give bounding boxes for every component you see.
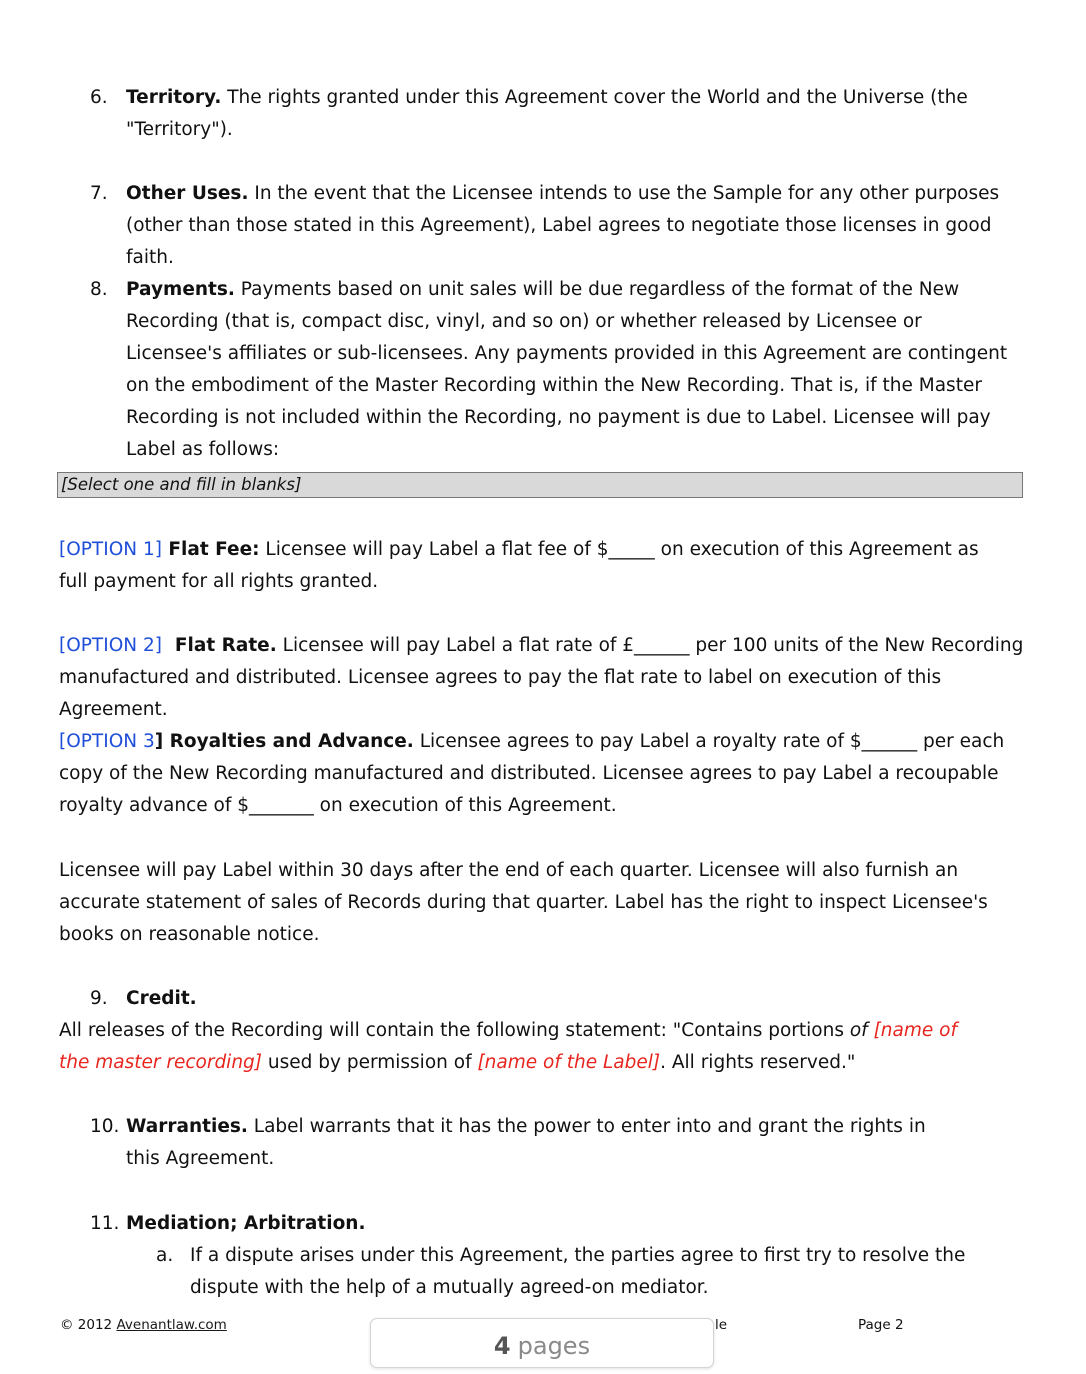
select-instruction-bar: [Select one and fill in blanks] (57, 472, 1023, 498)
section-number: 7. (90, 183, 108, 204)
section-text: In the event that the Licensee intends to use the Sample for any other purposes (other than those stated in this Agreement), Label agrees to negotiate those licenses in good faith. (126, 183, 1000, 268)
option-heading: Flat Rate. (161, 635, 277, 656)
copyright-text: © 2012 (60, 1317, 117, 1333)
payment-terms-paragraph: Licensee will pay Label within 30 days after the end of each quarter. Licensee will also furnish an accurate statement of sales of Records during that quarter. Label has the right to inspect Licensee's books on reasonable notice. (59, 860, 988, 945)
credit-text: of (849, 1020, 874, 1041)
section-text: The rights granted under this Agreement cover the World and the Universe (the "Territory"). (126, 87, 968, 140)
section-number: 11. (90, 1213, 120, 1234)
option-1-paragraph (59, 534, 990, 598)
option-tag: [OPTION 1] (59, 539, 162, 560)
section-number: 9. (90, 988, 108, 1009)
placeholder-label-name: [name of the Label] (477, 1052, 661, 1073)
footer-middle-text: le (715, 1317, 728, 1333)
section-heading: Territory. (126, 87, 222, 108)
option-text: Licensee will pay Label a flat rate of £______ per 100 units of the New Recording manufactured and distributed. Licensee agrees to pay the flat rate to label on execution of this Agreement. (59, 635, 1024, 720)
section-text: Payments based on unit sales will be due regardless of the format of the New Recording (that is, compact disc, vinyl, and so on) or whether released by Licensee or Licensee's affiliates or sub-licensees. Any payments provided in this Agreement are contingent on the embodiment of the Master Recording within the New Recording. That is, if the Master Recording is not included within the Recording, no payment is due to Label. Licensee will pay Label as follows: (126, 279, 1008, 460)
avenantlaw-link[interactable]: Avenantlaw.com (116, 1317, 227, 1333)
credit-text: . All rights reserved." (660, 1052, 856, 1073)
option-heading: ] Royalties and Advance. (154, 731, 414, 752)
credit-text: used by permission of (262, 1052, 478, 1073)
section-number: 6. (90, 87, 108, 108)
section-number: 10. (90, 1116, 120, 1137)
footer-page-number: Page 2 (858, 1317, 904, 1333)
page-count-label: pages (517, 1332, 591, 1360)
section-number: 8. (90, 279, 108, 300)
option-tag: [OPTION 2] (59, 635, 162, 656)
section-heading: Warranties. (126, 1116, 248, 1137)
option-3-paragraph (59, 726, 1030, 822)
option-tag: [OPTION 3 (59, 731, 155, 752)
page-count: 4 (493, 1332, 511, 1360)
subsection-text: If a dispute arises under this Agreement, the parties agree to first try to resolve the dispute with the help of a mutually agreed-on mediator. (190, 1245, 966, 1298)
option-text: Licensee will pay Label a flat fee of $_____ on execution of this Agreement as full payment for all rights granted. (59, 539, 979, 592)
section-heading: Credit. (126, 988, 197, 1009)
section-heading: Other Uses. (126, 183, 249, 204)
footer-copyright (60, 1316, 227, 1334)
option-2-paragraph (59, 630, 1028, 726)
credit-text: All releases of the Recording will contain the following statement: "Contains portions (59, 1020, 850, 1041)
credit-statement (59, 1015, 966, 1079)
subsection-letter: a. (156, 1245, 174, 1266)
placeholder-master-recording: [name of the master recording] (59, 1020, 957, 1073)
option-text: Licensee agrees to pay Label a royalty rate of $______ per each copy of the New Recording manufactured and distributed. Licensee agrees to pay Label a recoupable royalty advance of $_______ on execution of this Agreement. (59, 731, 1005, 816)
section-text: Label warrants that it has the power to enter into and grant the rights in this Agreement. (126, 1116, 926, 1169)
section-heading: Payments. (126, 279, 235, 300)
page-count-indicator (370, 1318, 714, 1368)
option-heading: Flat Fee: (161, 539, 260, 560)
section-heading: Mediation; Arbitration. (126, 1213, 366, 1234)
